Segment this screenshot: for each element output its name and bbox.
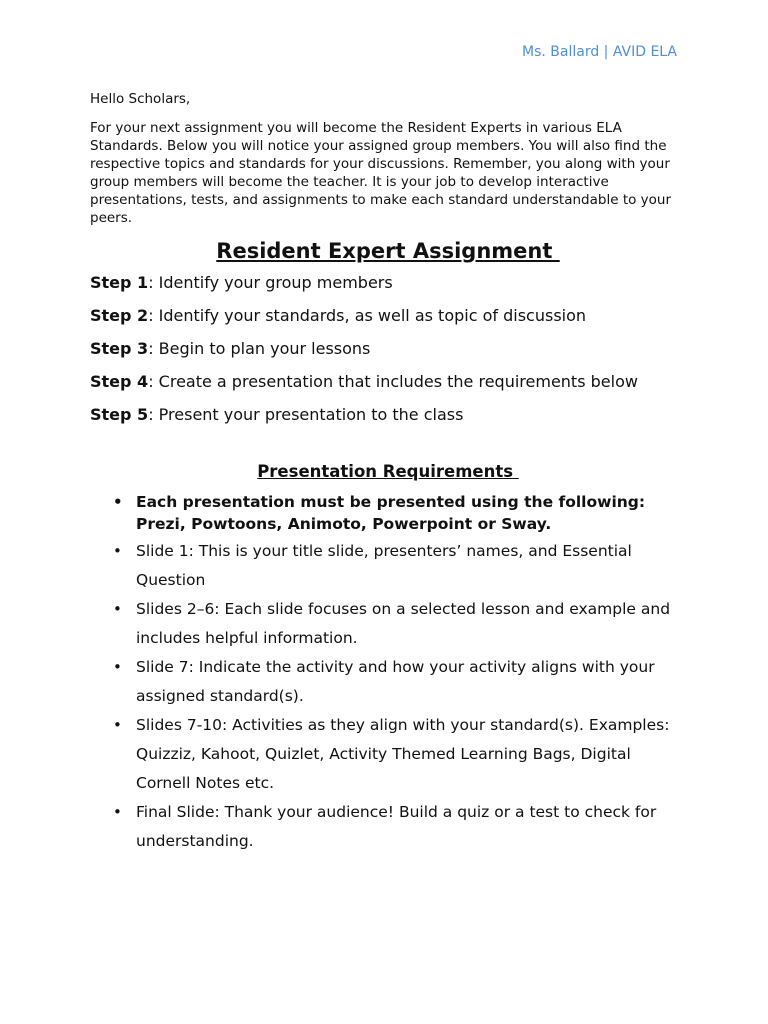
step-text: : Present your presentation to the class: [148, 405, 464, 424]
requirement-item: [113, 537, 686, 595]
document-body: [90, 90, 686, 856]
requirement-text: Slides 2–6: Each slide focuses on a selected lesson and example and includes helpful information.: [136, 600, 671, 647]
requirement-item: [113, 798, 686, 856]
step-text: : Create a presentation that includes the requirements below: [148, 372, 638, 391]
requirement-text: Slides 7-10: Activities as they align with your standard(s). Examples: Quizziz, Kahoot, Quizlet, Activity Themed Learning Bags, Digital Cornell Notes etc.: [136, 716, 670, 792]
step-text: : Identify your group members: [148, 273, 393, 292]
bullet-icon: •: [113, 716, 122, 734]
requirement-text: Each presentation must be presented using the following: Prezi, Powtoons, Animoto, Powerpoint or Sway.: [136, 493, 646, 533]
requirement-item: [113, 711, 686, 798]
step-label: Step 3: [90, 339, 149, 358]
requirement-item: [113, 595, 686, 653]
step-item: [90, 370, 686, 393]
requirement-item: [113, 491, 686, 535]
greeting: Hello Scholars,: [90, 91, 191, 107]
step-label: Step 5: [90, 405, 149, 424]
requirement-item: [113, 653, 686, 711]
requirements-list: [90, 491, 686, 856]
bullet-icon: •: [113, 542, 122, 560]
page-header: Ms. Ballard | AVID ELA: [522, 44, 677, 60]
bullet-icon: •: [113, 803, 122, 821]
assignment-title: Resident Expert Assignment: [216, 239, 560, 263]
requirement-text: Final Slide: Thank your audience! Build a quiz or a test to check for understanding.: [136, 803, 657, 850]
requirements-title: Presentation Requirements: [257, 462, 519, 481]
step-label: Step 2: [90, 306, 149, 325]
step-text: : Begin to plan your lessons: [148, 339, 371, 358]
intro-paragraph: For your next assignment you will become the Resident Experts in various ELA Standards. Below you will notice your assigned group members. You will also find the respective topics and standards for your discussions. Remember, you along with your group members will become the teacher. It is your job to develop interactive presentations, tests, and assignments to make each standard understandable to your peers.: [90, 120, 672, 226]
step-label: Step 1: [90, 273, 149, 292]
step-text: : Identify your standards, as well as topic of discussion: [148, 306, 587, 325]
requirement-text: Slide 7: Indicate the activity and how your activity aligns with your assigned standard(s).: [136, 658, 655, 705]
bullet-icon: •: [113, 600, 122, 618]
steps-list: [90, 271, 686, 426]
requirement-text: Slide 1: This is your title slide, presenters’ names, and Essential Question: [136, 542, 632, 589]
step-item: [90, 304, 686, 327]
step-item: [90, 337, 686, 360]
bullet-icon: •: [113, 493, 123, 511]
step-item: [90, 403, 686, 426]
step-item: [90, 271, 686, 294]
bullet-icon: •: [113, 658, 122, 676]
step-label: Step 4: [90, 372, 149, 391]
